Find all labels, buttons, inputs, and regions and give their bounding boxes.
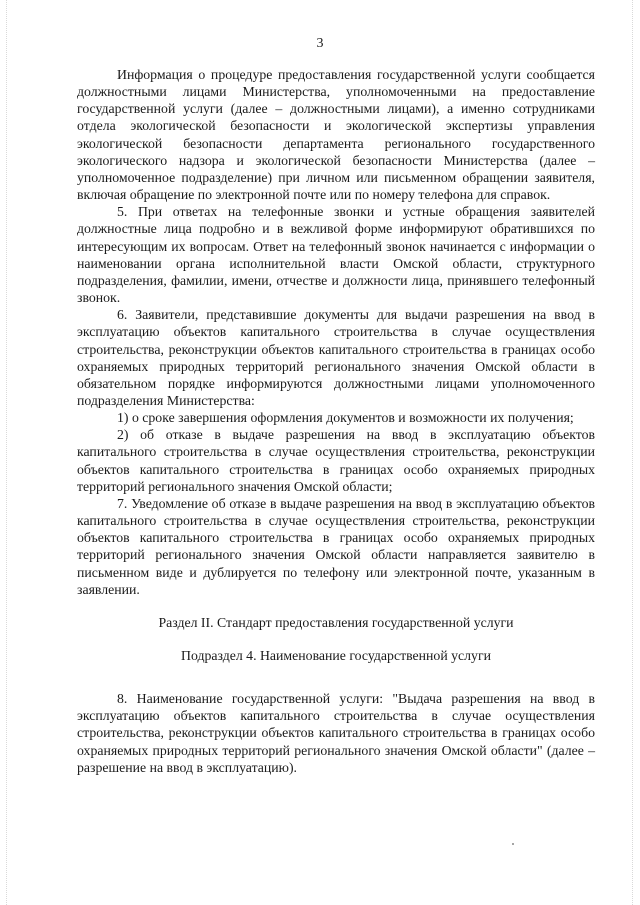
paragraph-6: 6. Заявители, представившие документы для выдачи разрешения на ввод в эксплуатацию объектов капитального строительства в случае осуществления строительства, реконструкции объектов капитального строительства в границах особо охраняемых природных территорий регионального значения Омской области в обязательном порядке информируются должностными лицами уполномоченного подразделения Министерства:	[77, 307, 595, 408]
scan-speck	[512, 843, 514, 845]
subsection-heading: Подраздел 4. Наименование государственной услуги	[180, 648, 491, 663]
scan-edge-left	[6, 0, 8, 905]
paragraph-info-procedure: Информация о процедуре предоставления государственной услуги сообщается должностными лицами Министерства, уполномоченными на предоставление государственной услуги (далее – должностными лицами), а именно сотрудниками отдела экологической безопасности и экологической экспертизы управления экологической безопасности департамента регионального государственного экологического надзора и экологической безопасности Министерства (далее – уполномоченное подразделение) при личном или письменном обращении заявителя, включая обращение по электронной почте или по номеру телефона для справок.	[77, 67, 595, 203]
document-body	[77, 66, 595, 776]
list-item-1: 1) о сроке завершения оформления документов и возможности их получения;	[117, 410, 574, 426]
paragraph-5: 5. При ответах на телефонные звонки и устные обращения заявителей должностные лица подробно и в вежливой форме информируют обратившихся по интересующим их вопросам. Ответ на телефонный звонок начинается с информации о наименовании органа исполнительной власти Омской области, структурного подразделения, фамилии, имени, отчестве и должности лица, принявшего телефонный звонок.	[77, 204, 595, 306]
section-heading: Раздел II. Стандарт предоставления государственной услуги	[158, 614, 514, 630]
page-number: 3	[316, 36, 324, 51]
paragraph-7: 7. Уведомление об отказе в выдаче разрешения на ввод в эксплуатацию объектов капитального строительства в случае осуществления строительства, реконструкции объектов капитального строительства в границах особо охраняемых природных территорий регионального значения Омской области направляется заявителю в письменном виде и дублируется по телефону или электронной почте, указанным в заявлении.	[77, 495, 595, 597]
list-item-2: 2) об отказе в выдаче разрешения на ввод в эксплуатацию объектов капитального строительства в случае осуществления строительства, реконструкции объектов капитального строительства в границах особо охраняемых природных территорий регионального значения Омской области;	[77, 427, 595, 494]
paragraph-8: 8. Наименование государственной услуги: "Выдача разрешения на ввод в эксплуатацию объектов капитального строительства в случае осуществления строительства, реконструкции объектов капитального строительства в границах особо охраняемых природных территорий регионального значения Омской области" (далее – разрешение на ввод в эксплуатацию).	[77, 691, 595, 775]
scan-edge-right	[632, 0, 634, 905]
